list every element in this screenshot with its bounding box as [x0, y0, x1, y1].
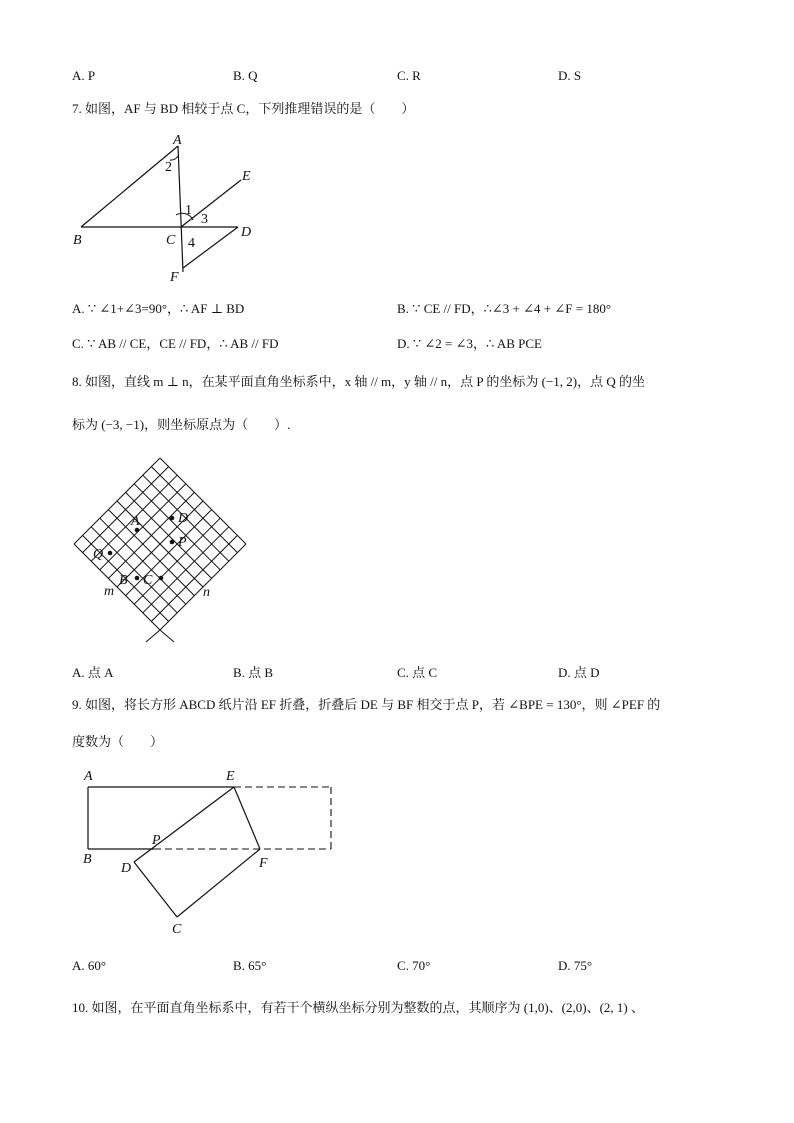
q8-option-c: C. 点 C — [397, 665, 438, 680]
q8-label-m: m — [104, 584, 115, 599]
q7-label-2: 2 — [165, 160, 172, 175]
q6-option-d: D. S — [558, 68, 582, 83]
q8-option-a: A. 点 A — [72, 665, 114, 680]
q9-stem-line2: 度数为（ ） — [72, 734, 164, 749]
q9-label-f: F — [259, 856, 268, 871]
q7-stem: 7. 如图，AF 与 BD 相较于点 C，下列推理错误的是（ ） — [72, 101, 415, 116]
q7-label-c: C — [166, 233, 176, 248]
q9-label-b: B — [83, 852, 92, 867]
q8-label-b: B — [119, 573, 128, 588]
q8-option-b: B. 点 B — [233, 665, 274, 680]
q9-option-b: B. 65° — [233, 958, 267, 973]
q9-edge-ed — [134, 787, 234, 862]
q8-label-a: A — [131, 514, 140, 529]
q7-option-b: B. ∵ CE // FD，∴∠3 + ∠4 + ∠F = 180° — [397, 301, 612, 316]
q9-edge-ef — [234, 787, 260, 849]
q10-stem-line1: 10. 如图，在平面直角坐标系中，有若干个横纵坐标分别为整数的点，其顺序为 (1,0)、(2,0)、(2, 1) 、 — [72, 1000, 644, 1015]
q9-stem-line1: 9. 如图，将长方形 ABCD 纸片沿 EF 折叠，折叠后 DE 与 BF 相交于点 P，若 ∠BPE = 130°，则 ∠PEF 的 — [72, 697, 661, 712]
q8-label-p: P — [178, 535, 187, 550]
q9-option-d: D. 75° — [558, 958, 593, 973]
q8-stem-line2: 标为 (−3, −1)，则坐标原点为（ ）. — [72, 417, 291, 432]
q7-option-c: C. ∵ AB // CE，CE // FD，∴ AB // FD — [72, 336, 279, 351]
q9-edge-cf — [177, 849, 260, 917]
q6-option-c: C. R — [397, 68, 421, 83]
q9-label-a: A — [84, 769, 93, 784]
q9-label-p: P — [152, 833, 161, 848]
q8-label-n: n — [203, 585, 210, 600]
q7-label-1: 1 — [185, 203, 192, 218]
q9-label-d: D — [121, 861, 132, 876]
q8-stem-line1: 8. 如图，直线 m ⊥ n，在某平面直角坐标系中，x 轴 // m，y 轴 // n，点 P 的坐标为 (−1, 2)，点 Q 的坐 — [72, 374, 646, 389]
q7-label-a: A — [173, 133, 182, 148]
q7-label-e: E — [242, 169, 251, 184]
q8-label-q: Q — [93, 547, 104, 562]
q9-label-e: E — [226, 769, 235, 784]
q9-edge-dc — [134, 862, 177, 917]
q7-label-b: B — [73, 233, 82, 248]
q9-label-c: C — [172, 922, 182, 937]
q7-label-4: 4 — [188, 236, 195, 251]
q8-label-d: D — [178, 511, 189, 526]
q7-label-3: 3 — [201, 212, 208, 227]
q7-label-d: D — [241, 225, 252, 240]
q7-option-a: A. ∵ ∠1+∠3=90°，∴ AF ⊥ BD — [72, 301, 245, 316]
q9-option-c: C. 70° — [397, 958, 431, 973]
q6-option-b: B. Q — [233, 68, 258, 83]
q8-label-c: C — [143, 573, 153, 588]
q6-option-a: A. P — [72, 68, 96, 83]
q7-label-f: F — [170, 270, 179, 285]
q7-option-d: D. ∵ ∠2 = ∠3，∴ AB PCE — [397, 336, 542, 351]
q8-option-d: D. 点 D — [558, 665, 600, 680]
q9-option-a: A. 60° — [72, 958, 107, 973]
